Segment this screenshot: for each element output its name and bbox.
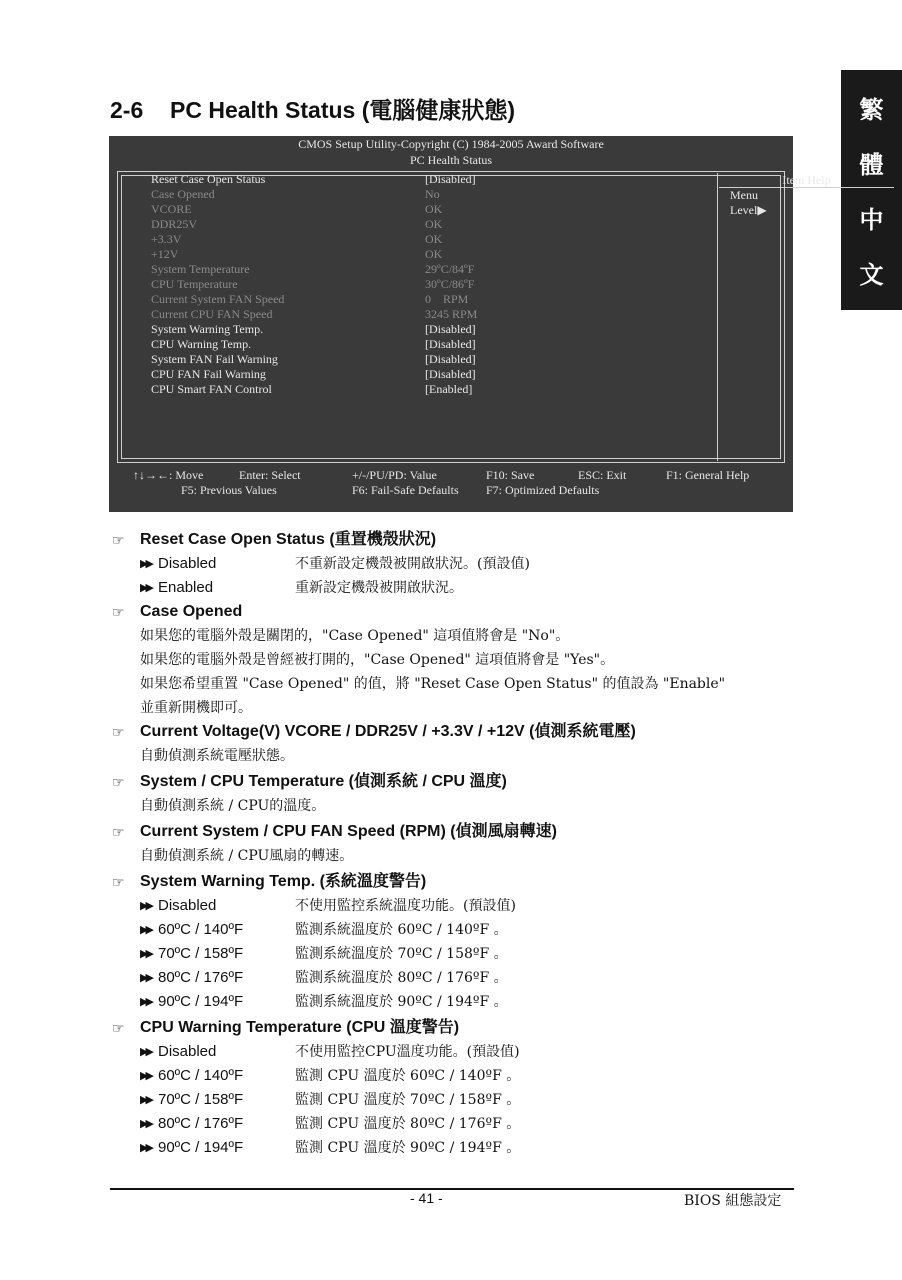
- option-row: ▶▶ 70ºC / 158ºF 監測 CPU 溫度於 70ºC / 158ºF 。: [110, 1088, 800, 1112]
- double-arrow-icon: ▶▶: [140, 972, 151, 984]
- chapter-footer: BIOS 組態設定: [684, 1193, 782, 1209]
- bios-row-smart-fan[interactable]: CPU Smart FAN Control [Enabled]: [151, 382, 473, 396]
- double-arrow-icon: ▶▶: [140, 582, 151, 594]
- bios-row-vcore: VCORE OK: [151, 202, 443, 216]
- bios-row-system-fan-fail[interactable]: System FAN Fail Warning [Disabled]: [151, 352, 476, 366]
- bios-screenshot: [109, 136, 831, 512]
- option-row: ▶▶ 70ºC / 158ºF 監測系統溫度於 70ºC / 158ºF 。: [110, 942, 800, 966]
- option-row: ▶▶ 60ºC / 140ºF 監測系統溫度於 60ºC / 140ºF 。: [110, 918, 800, 942]
- key-exit: ESC: Exit: [578, 468, 627, 482]
- double-arrow-icon: ▶▶: [140, 900, 151, 912]
- bios-row-reset-case[interactable]: Reset Case Open Status [Disabled]: [151, 172, 476, 186]
- key-enter: Enter: Select: [239, 468, 301, 482]
- bios-row-system-temp: System Temperature 29ºC/84ºF: [151, 262, 475, 276]
- bios-row-system-warning[interactable]: System Warning Temp. [Disabled]: [151, 322, 476, 336]
- double-arrow-icon: ▶▶: [140, 924, 151, 936]
- key-value: +/-/PU/PD: Value: [352, 468, 437, 482]
- bios-row-cpu-temp: CPU Temperature 30ºC/86ºF: [151, 277, 475, 291]
- language-side-tab: [841, 70, 902, 310]
- item-descriptions: [110, 528, 800, 1160]
- key-help: F1: General Help: [666, 468, 750, 482]
- side-tab-char: 繁: [859, 95, 884, 124]
- bios-row-cpu-fan: Current CPU FAN Speed 3245 RPM: [151, 307, 478, 321]
- option-row: ▶▶ Disabled 不使用監控系統溫度功能。(預設值): [110, 894, 800, 918]
- option-row: ▶▶ 90ºC / 194ºF 監測 CPU 溫度於 90ºC / 194ºF 。: [110, 1136, 800, 1160]
- description-line: 自動偵測系統電壓狀態。: [140, 748, 294, 764]
- page-number: - 41 -: [410, 1190, 443, 1206]
- pointing-hand-icon: ☞: [112, 604, 125, 620]
- description-line: 如果您的電腦外殼是曾經被打開的，"Case Opened" 這項值將會是 "Yes"。: [140, 652, 615, 668]
- bios-row-cpu-warning[interactable]: CPU Warning Temp. [Disabled]: [151, 337, 476, 351]
- pointing-hand-icon: ☞: [112, 532, 125, 548]
- pointing-hand-icon: ☞: [112, 824, 125, 840]
- section-title: PC Health Status (電腦健康狀態): [170, 97, 516, 123]
- help-title: Item Help: [782, 173, 831, 187]
- key-failsafe: F6: Fail-Safe Defaults: [352, 483, 459, 497]
- side-tab-char: 文: [859, 260, 884, 289]
- bios-row-system-fan: Current System FAN Speed 0 RPM: [151, 292, 469, 306]
- section-heading: [110, 92, 515, 125]
- double-arrow-icon: ▶▶: [140, 948, 151, 960]
- bios-settings-list: [151, 172, 551, 397]
- description-line: 自動偵測系統 / CPU的溫度。: [140, 798, 326, 814]
- item-heading: ☞ Current System / CPU FAN Speed (RPM) (偵測風扇轉速): [110, 820, 800, 844]
- option-row: ▶▶ Disabled 不使用監控CPU溫度功能。(預設值): [110, 1040, 800, 1064]
- description-line: 如果您希望重置 "Case Opened" 的值，將 "Reset Case Open Status" 的值設為 "Enable": [140, 676, 726, 692]
- bios-row-3v3: +3.3V OK: [151, 232, 443, 246]
- item-heading: ☞ System Warning Temp. (系統溫度警告): [110, 870, 800, 894]
- option-row: ▶▶ 90ºC / 194ºF 監測系統溫度於 90ºC / 194ºF 。: [110, 990, 800, 1014]
- pointing-hand-icon: ☞: [112, 1020, 125, 1036]
- item-heading: ☞ System / CPU Temperature (偵測系統 / CPU 溫度): [110, 770, 800, 794]
- help-divider: [717, 173, 718, 461]
- item-heading: ☞ Current Voltage(V) VCORE / DDR25V / +3.3V / +12V (偵測系統電壓): [110, 720, 800, 744]
- pointing-hand-icon: ☞: [112, 774, 125, 790]
- item-heading: ☞ CPU Warning Temperature (CPU 溫度警告): [110, 1016, 800, 1040]
- description-line: 並重新開機即可。: [140, 700, 252, 716]
- bios-header-line: CMOS Setup Utility-Copyright (C) 1984-2005 Award Software: [298, 137, 604, 151]
- menu-level: Menu Level▶: [730, 188, 767, 217]
- option-row: ▶▶ 60ºC / 140ºF 監測 CPU 溫度於 60ºC / 140ºF 。: [110, 1064, 800, 1088]
- key-previous: F5: Previous Values: [181, 483, 277, 497]
- bios-row-case-opened: Case Opened No: [151, 187, 440, 201]
- description-line: 如果您的電腦外殼是關閉的，"Case Opened" 這項值將會是 "No"。: [140, 628, 570, 644]
- double-arrow-icon: ▶▶: [140, 996, 151, 1008]
- bios-row-12v: +12V OK: [151, 247, 443, 261]
- key-move: ↑↓→←: Move: [133, 468, 204, 482]
- side-tab-char: 中: [859, 205, 884, 234]
- key-optimized: F7: Optimized Defaults: [486, 483, 600, 497]
- option-row: ▶▶ Disabled 不重新設定機殼被開啟狀況。(預設值): [110, 552, 800, 576]
- option-row: ▶▶ 80ºC / 176ºF 監測系統溫度於 80ºC / 176ºF 。: [110, 966, 800, 990]
- pointing-hand-icon: ☞: [112, 724, 125, 740]
- option-row: ▶▶ Enabled 重新設定機殼被開啟狀況。: [110, 576, 800, 600]
- item-heading: ☞ Case Opened: [110, 600, 800, 624]
- double-arrow-icon: ▶▶: [140, 558, 151, 570]
- bios-row-ddr25v: DDR25V OK: [151, 217, 443, 231]
- section-number: 2-6: [110, 97, 144, 123]
- pointing-hand-icon: ☞: [112, 874, 125, 890]
- bios-row-cpu-fan-fail[interactable]: CPU FAN Fail Warning [Disabled]: [151, 367, 476, 381]
- double-arrow-icon: ▶▶: [140, 1094, 151, 1106]
- double-arrow-icon: ▶▶: [140, 1070, 151, 1082]
- double-arrow-icon: ▶▶: [140, 1142, 151, 1154]
- double-arrow-icon: ▶▶: [140, 1046, 151, 1058]
- key-save: F10: Save: [486, 468, 535, 482]
- bios-page-title: PC Health Status: [409, 153, 492, 167]
- description-line: 自動偵測系統 / CPU風扇的轉速。: [140, 848, 354, 864]
- item-heading: ☞ Reset Case Open Status (重置機殼狀況): [110, 528, 800, 552]
- side-tab-char: 體: [859, 150, 884, 179]
- double-arrow-icon: ▶▶: [140, 1118, 151, 1130]
- option-row: ▶▶ 80ºC / 176ºF 監測 CPU 溫度於 80ºC / 176ºF 。: [110, 1112, 800, 1136]
